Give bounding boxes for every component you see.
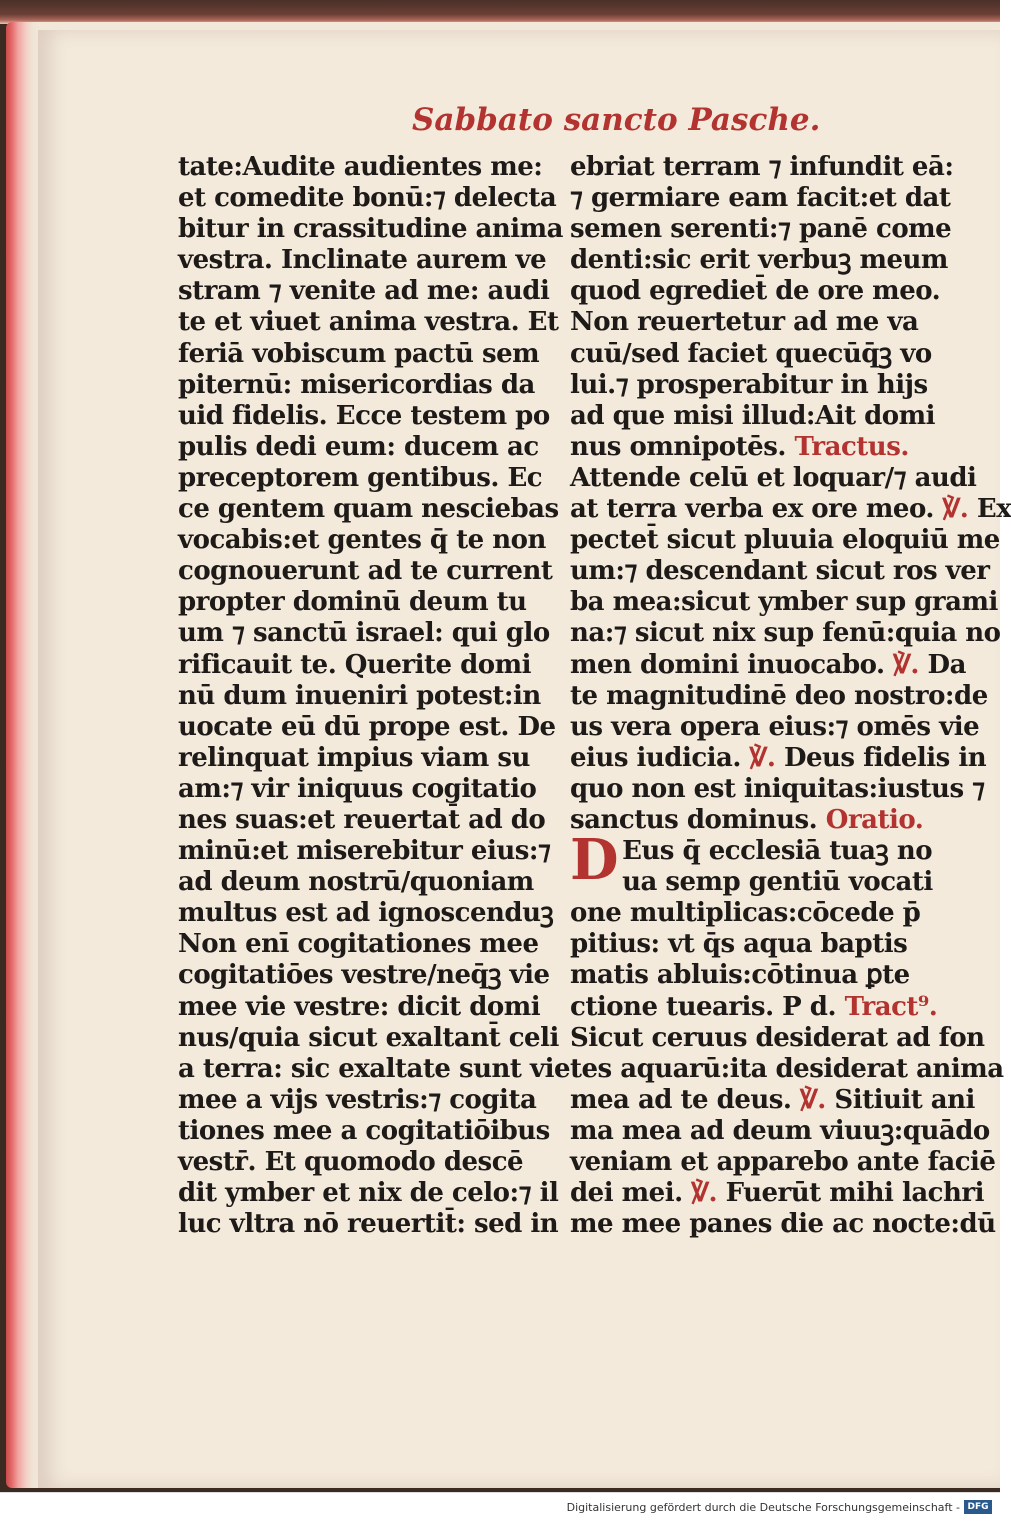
line-text: pitius: vt q̄s aqua baptis [570,929,908,960]
left-text-column [178,152,570,1240]
text-line: feriā vobiscum pactū sem [178,338,540,369]
line-text: one multiplicas:cōcede p̄ [570,898,921,929]
text-line [570,462,977,494]
text-line: uocate eū dū prope est. De [178,711,556,742]
line-text-after: Da [927,649,966,680]
footer-bar [0,1492,1000,1523]
text-line: minū:et miserebitur eius:⁊ [178,836,551,867]
text-line [570,369,928,401]
text-line [570,1209,996,1240]
text-line [570,183,951,214]
text-line: vestr̄. Et quomodo descē [178,1147,524,1177]
text-line [570,960,916,991]
text-line [570,867,933,898]
text-line [570,773,985,805]
line-text-after: Sitiuit ani [834,1084,975,1115]
text-line: nus/quia sicut exaltant̄ celi [178,1022,559,1053]
text-line [570,245,948,276]
text-line [570,804,924,836]
line-text-after: Fuerūt mihi lachri [725,1178,984,1209]
line-text: denti:sic erit verbuꝫ meum [570,245,948,276]
line-text: sanctus dominus. [570,804,818,835]
rubric-text: ℣. [749,742,776,773]
text-line [570,214,952,245]
line-text: na:⁊ sicut nix sup fenū:quia no [570,618,1001,649]
line-text: ua semp gentiū vocati [622,867,933,898]
rubric-text: ℣. [942,494,969,525]
rubric-text: ℣. [691,1178,718,1209]
dfg-logo-icon: DFG [964,1500,992,1514]
text-line: relinquat impius viam su [178,742,530,773]
text-line [570,991,938,1023]
text-line [570,494,1011,525]
text-line: Non enī cogitationes mee [178,929,539,960]
line-text: dei mei. [570,1178,683,1209]
line-text: semen serenti:⁊ panē come [570,214,952,245]
line-text: eius iudicia. [570,742,741,773]
line-text: cuū/sed faciet quecūq̄ꝫ vo [570,338,932,369]
text-line: a terra: sic exaltate sunt vie [178,1053,570,1084]
rubric-text: Tract⁹. [844,991,938,1022]
text-line: rificauit te. Querite domi [178,649,531,680]
text-line: uid fidelis. Ecce testem po [178,400,550,431]
text-line: pulis dedi eum: ducem ac [178,431,539,462]
text-line [570,618,1001,649]
line-text: ma mea ad deum viuuꝫ:quādo [570,1115,990,1146]
text-line: am:⁊ vir iniquus cogitatio [178,773,537,804]
text-line [570,152,954,183]
text-line: um ⁊ sanctū israel: qui glo [178,618,550,649]
footer-credit: Digitalisierung gefördert durch die Deutsche Forschungsgemeinschaft - [566,1501,960,1514]
rubric-text: ℣. [800,1084,826,1115]
text-line [570,1022,985,1054]
text-line: tate:Audite audientes me: [178,152,543,182]
line-text: nus omnipotēs. [570,431,786,462]
rubric-text: Oratio. [825,804,924,835]
line-text: um:⁊ descendant sicut ros ver [570,556,990,587]
line-text: Sicut ceruus desiderat ad fon [570,1022,985,1053]
text-line: nū dum inueniri potest:in [178,680,541,711]
text-line: tiones mee a cogitatiōibus [178,1115,550,1146]
text-line: cogitatiōes vestre/neq̄ꝫ vie [178,960,550,991]
text-line: stram ⁊ venite ad me: audi [178,276,550,307]
line-text: quo non est iniquitas:iustus ⁊ [570,773,985,804]
line-text: te magnitudinē deo nostro:de [570,680,988,711]
line-text: ⁊ germiare eam facit:et dat [570,183,951,214]
line-text: men domini inuocabo. [570,649,885,680]
text-line [570,400,936,432]
text-line: mee vie vestre: dicit domi [178,991,541,1022]
text-line [570,680,988,712]
text-line: nes suas:et reuertat̄ ad do [178,804,546,835]
book-top-edge [0,0,1000,24]
text-line [570,587,998,618]
line-text-after: Ex [976,494,1011,525]
text-line: mee a vijs vestris:⁊ cogita [178,1084,537,1115]
line-text: ba mea:sicut ymber sup grami [570,587,998,618]
line-text: ebriat terram ⁊ infundit eā: [570,152,954,182]
text-line [570,929,916,960]
text-line: ad deum nostrū/quoniam [178,867,534,898]
line-text-after: Deus fidelis in [783,742,987,773]
text-line: piternū: misericordias da [178,369,535,400]
running-head: Sabbato sancto Pasche. [412,102,821,138]
text-line [570,1084,975,1116]
text-line: multus est ad ignoscenduꝫ [178,898,554,929]
line-text: Non reuertetur ad me va [570,307,919,338]
text-line [570,525,1000,556]
text-line: vocabis:et gentes q̄ te non [178,525,546,556]
line-text: mea ad te deus. [570,1084,792,1115]
text-line [570,556,990,587]
rubric-text: Tractus. [794,431,909,462]
line-text: veniam et apparebo ante faciē [570,1147,996,1177]
text-line: luc vltra nō reuertit̄: sed in [178,1209,559,1240]
line-text: Attende celū et loquar/⁊ audi [570,462,977,493]
line-text: lui.⁊ prosperabitur in hijs [570,369,928,400]
text-line [570,432,916,463]
text-line [570,898,921,929]
text-line: preceptorem gentibus. Ec [178,462,543,493]
text-line [570,338,932,370]
text-line [570,1115,990,1147]
line-text: ctione tuearis. P d. [570,991,837,1022]
line-text: ad que misi illud:Ait domi [570,400,936,431]
text-line: vestra. Inclinate aurem ve [178,245,547,276]
text-line: cognouerunt ad te current [178,556,553,587]
text-line: ce gentem quam nesciebas [178,494,559,525]
text-line: te et viuet anima vestra. Et [178,307,559,338]
text-line [570,276,941,307]
decorated-initial: D [570,827,619,894]
text-line [570,307,919,338]
line-text: pectet̄ sicut pluuia eloquiū me [570,525,1000,556]
text-line: propter dominū deum tu [178,587,527,618]
text-line: dit ymber et nix de celo:⁊ il [178,1178,559,1209]
line-text: at terra verba ex ore meo. [570,494,934,525]
text-line [570,1053,1004,1085]
line-text: quod egrediet̄ de ore meo. [570,276,941,307]
line-text: tes aquarū:ita desiderat anima [570,1053,1004,1084]
line-text: Eus q̄ ecclesiā tuaꝫ no [622,836,933,867]
text-line: bitur in crassitudine anima [178,214,564,245]
text-line [570,711,980,743]
text-line [570,1147,996,1178]
line-text: me mee panes die ac nocte:dū [570,1209,996,1240]
text-line [570,649,966,681]
text-line: et comedite bonū:⁊ delecta [178,183,557,214]
right-text-column [570,152,1011,1240]
text-line [570,742,987,774]
line-text: us vera opera eius:⁊ omēs vie [570,711,980,742]
rubric-text: ℣. [893,649,919,680]
text-line [570,1178,984,1209]
line-text: matis abluis:cōtinua ꝑte [570,960,910,991]
